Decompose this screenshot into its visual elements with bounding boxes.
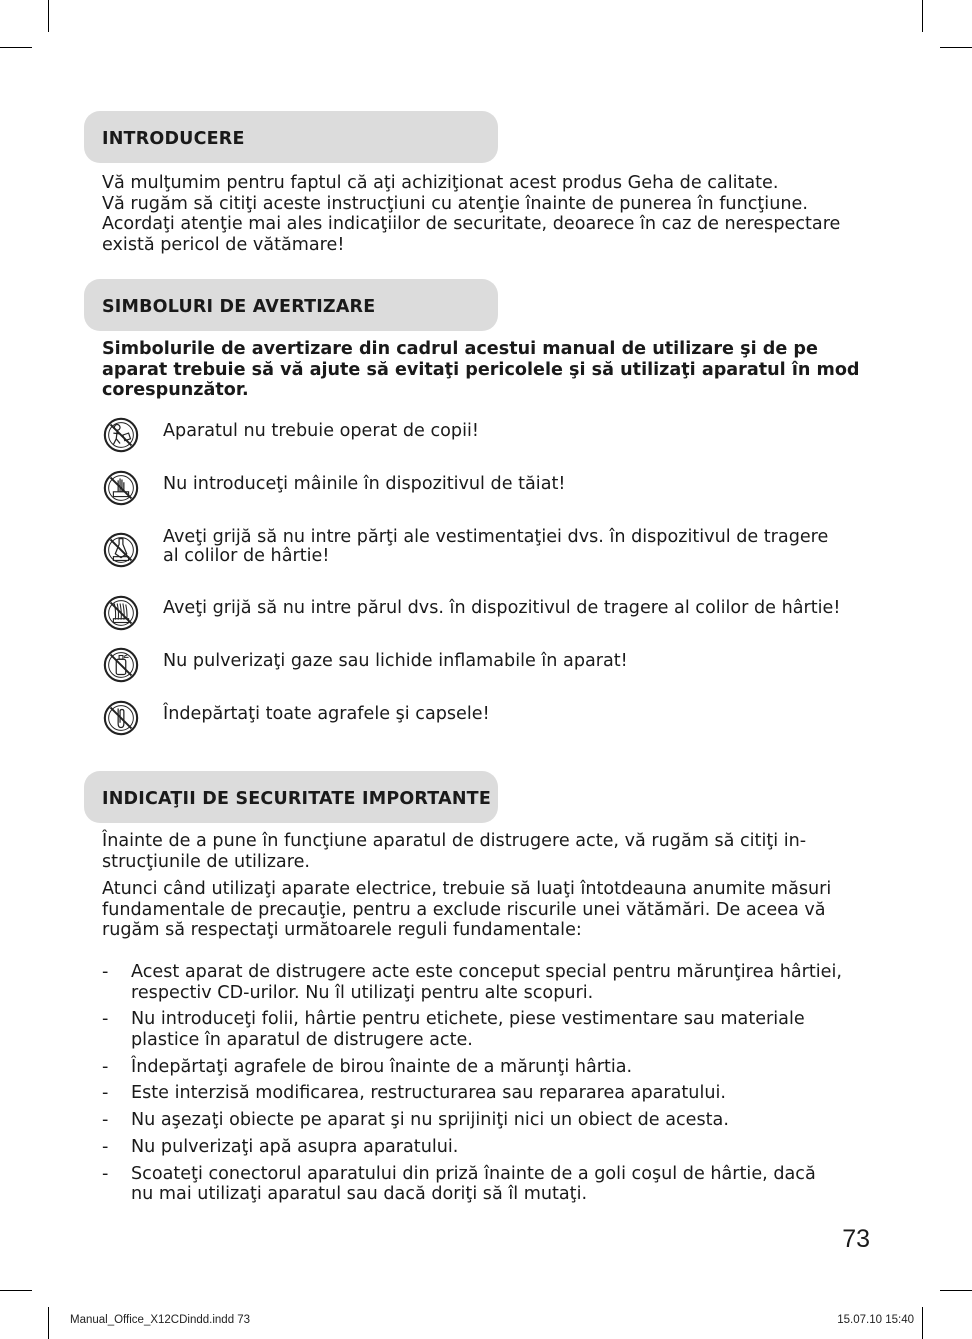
warning-symbols-intro	[102, 339, 872, 401]
text-line: rugăm să respectaţi următoarele reguli fundamentale:	[102, 920, 582, 940]
section-heading-intro: INTRODUCERE	[84, 111, 498, 163]
no-staples-icon	[102, 699, 140, 737]
list-item	[102, 1009, 872, 1050]
text-line: Este interzisă modificarea, restructurarea sau repararea aparatului.	[131, 1083, 726, 1104]
list-item	[102, 1164, 872, 1205]
warning-item-text	[163, 599, 863, 618]
text-line: Nu pulverizaţi gaze sau lichide inflamabile în aparat!	[163, 651, 628, 671]
safety-paragraph-2	[102, 879, 872, 941]
text-line: aparat trebuie să vă ajute să evitaţi pericolele şi să utilizaţi aparatul în mod	[102, 359, 860, 380]
text-line: există pericol de vătămare!	[102, 234, 345, 255]
crop-mark	[922, 0, 923, 32]
text-line: strucţiunile de utilizare.	[102, 851, 310, 872]
warning-item-text	[163, 652, 863, 671]
warning-item-text	[163, 528, 863, 566]
text-line: Nu aşezaţi obiecte pe aparat şi nu sprijiniţi nici un obiect de acesta.	[131, 1110, 729, 1131]
list-item	[102, 1057, 872, 1078]
text-line: plastice în aparatul de distrugere acte.	[131, 1029, 473, 1050]
bullet-marker: -	[102, 1056, 109, 1077]
crop-mark	[940, 47, 972, 48]
warning-item-text	[163, 705, 863, 724]
text-line: Simbolurile de avertizare din cadrul acestui manual de utilizare şi de pe	[102, 339, 818, 359]
text-line: Atunci când utilizaţi aparate electrice, trebuie să luaţi întotdeauna anumite măsuri	[102, 879, 832, 899]
text-line: Aveţi grijă să nu intre părţi ale vestimentaţiei dvs. în dispozitivul de tragere	[163, 527, 829, 547]
footer-filename: Manual_Office_X12CDindd.indd 73	[70, 1314, 251, 1326]
text-line: Acest aparat de distrugere acte este conceput special pentru mărunţirea hârtiei,	[131, 962, 842, 982]
list-item	[102, 1110, 872, 1131]
text-line: respectiv CD-urilor. Nu îl utilizaţi pentru alte scopuri.	[131, 982, 594, 1003]
safety-paragraph-1	[102, 831, 872, 872]
bullet-marker: -	[102, 1009, 109, 1030]
no-children-icon	[102, 416, 140, 454]
crop-mark	[48, 0, 49, 32]
crop-mark	[48, 1307, 49, 1339]
text-line: Scoateţi conectorul aparatului din priză înainte de a goli coşul de hârtie, dacă	[131, 1163, 816, 1184]
bullet-marker: -	[102, 1110, 109, 1131]
list-item	[102, 1083, 872, 1104]
no-spray-icon	[102, 646, 140, 684]
bullet-marker: -	[102, 962, 109, 982]
no-hands-icon	[102, 469, 140, 507]
no-clothing-icon	[102, 531, 140, 569]
page-number: 73	[842, 1225, 870, 1253]
crop-mark	[0, 1290, 32, 1291]
text-line: Aparatul nu trebuie operat de copii!	[163, 421, 479, 441]
text-line: Nu pulverizaţi apă asupra aparatului.	[131, 1136, 459, 1157]
text-line: Aveţi grijă să nu intre părul dvs. în dispozitivul de tragere al colilor de hârtie!	[163, 598, 841, 618]
text-line: Acordaţi atenţie mai ales indicaţiilor de securitate, deoarece în caz de nerespectare	[102, 214, 841, 234]
text-line: Îndepărtaţi toate agrafele şi capsele!	[163, 704, 490, 724]
crop-mark	[922, 1307, 923, 1339]
bullet-marker: -	[102, 1163, 109, 1184]
crop-mark	[940, 1290, 972, 1291]
bullet-marker: -	[102, 1083, 109, 1104]
warning-item-text	[163, 475, 863, 494]
text-line: Vă rugăm să citiţi aceste instrucţiuni cu atenţie înainte de punerea în funcţiune.	[102, 193, 808, 214]
list-item	[102, 962, 872, 1003]
section-heading-warning-symbols: SIMBOLURI DE AVERTIZARE	[84, 279, 498, 331]
crop-mark	[0, 47, 32, 48]
footer-timestamp: 15.07.10 15:40	[837, 1314, 914, 1326]
text-line: Îndepărtaţi agrafele de birou înainte de a mărunţi hârtia.	[131, 1056, 633, 1077]
intro-paragraph	[102, 173, 872, 255]
text-line: Nu introduceţi mâinile în dispozitivul de tăiat!	[163, 474, 566, 494]
section-heading-safety: INDICAŢII DE SECURITATE IMPORTANTE	[84, 771, 498, 823]
text-line: Înainte de a pune în funcţiune aparatul de distrugere acte, vă rugăm să citiţi in-	[102, 831, 807, 851]
text-line: corespunzător.	[102, 380, 249, 400]
text-line: Nu introduceţi folii, hârtie pentru etichete, piese vestimentare sau materiale	[131, 1009, 805, 1030]
text-line: al colilor de hârtie!	[163, 546, 330, 566]
list-item	[102, 1137, 872, 1158]
bullet-marker: -	[102, 1136, 109, 1157]
safety-rules-list	[102, 962, 872, 1211]
warning-item-text	[163, 422, 863, 441]
text-line: nu mai utilizaţi aparatul sau dacă doriţi să îl mutaţi.	[131, 1184, 588, 1205]
text-line: Vă mulţumim pentru faptul că aţi achiziţionat acest produs Geha de calitate.	[102, 173, 779, 193]
no-hair-icon	[102, 594, 140, 632]
text-line: fundamentale de precauţie, pentru a exclude riscurile unei vătămări. De aceea vă	[102, 899, 826, 920]
